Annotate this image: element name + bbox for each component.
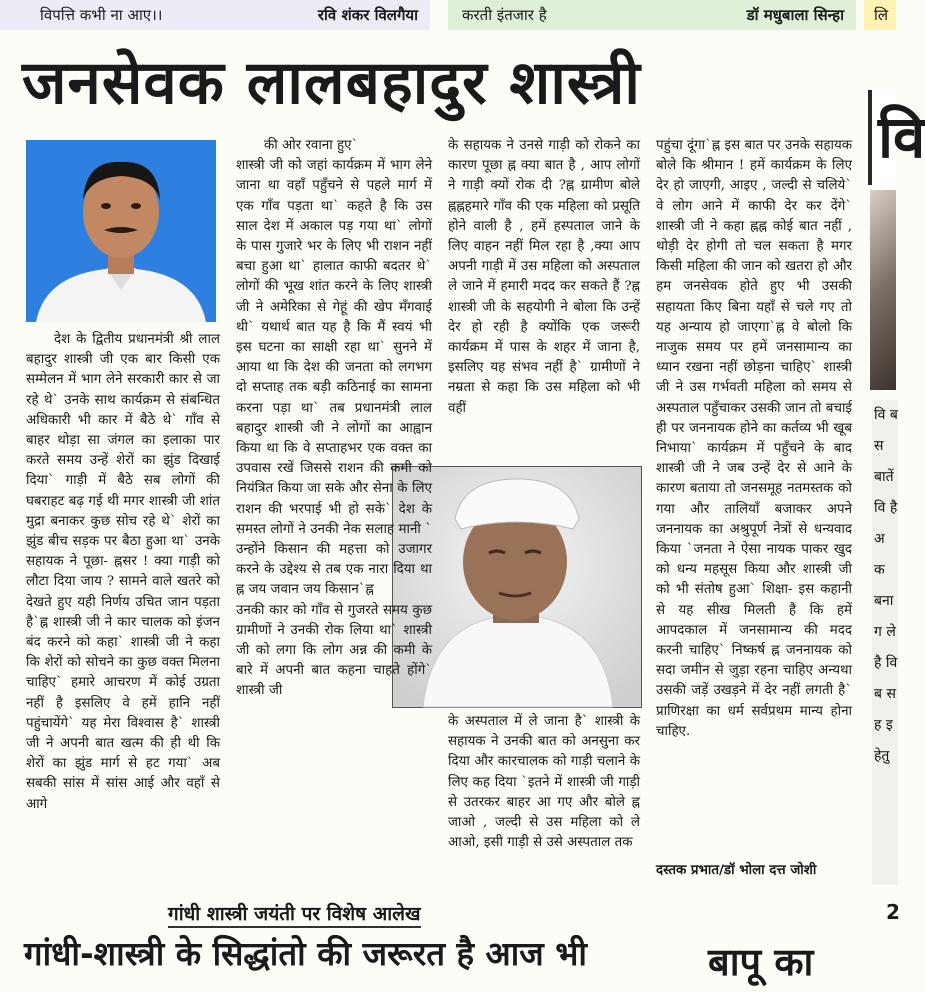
strip-author: रवि शंकर विलगैया xyxy=(317,6,418,24)
top-strip-poem-2 xyxy=(448,0,856,30)
sub-headline: गांधी शास्त्री जयंती पर विशेष आलेख xyxy=(168,900,421,928)
article-column-4 xyxy=(656,136,852,886)
article-headline: जनसेवक लालबहादुर शास्त्री xyxy=(22,48,641,118)
strip-text: करती इंतजार है xyxy=(462,6,547,24)
bottom-headline: गांधी-शास्त्री के सिद्धांतो की जरूरत है आज भी xyxy=(24,934,587,973)
top-strip-poem-3 xyxy=(864,0,896,30)
article-column-1 xyxy=(26,330,220,900)
article-byline: दस्तक प्रभात/डॉ भोला दत्त जोशी xyxy=(656,862,817,878)
strip-text: लि xyxy=(874,6,889,24)
article-column-3-top xyxy=(448,136,640,456)
paragraph: पहुंचा दूंगा`ह्न इस बात पर उनके सहायक बोले कि श्रीमान ! हमें कार्यक्रम के लिए देर हो जाएगी, आइए , जल्दी से चलिये` वे लोग आने में काफी देर कर देंगे` शास्त्री जी ने कहा ह्नह्न कोई बात नहीं , थोड़ी देर होगी तो चल सकता है मगर किसी महिला की जान को खतरा हो और हम जनसेवक होते हुए भी उसकी सहायता किए बिना यहाँ से चले गए तो यह अन्याय हो जाएगा`ह्न वे बोलो कि नाजुक समय पर हमें जनसामान्य का ध्यान रखना नहीं छोड़ना चाहिए` शास्त्री जी ने उस गर्भवती महिला को समय से अस्पताल पहुँचाकर उसकी जान तो बचाई ही पर जननायक होने का कर्तव्य भी खूब निभाया` कार्यक्रम में पहुँचने के बाद शास्त्री जी ने जब उन्हें देर से आने के कारण बताया तो जनसमूह नतमस्तक को गया और तालियाँ बजाकर अपने जननायक का अश्रुपूर्ण नेत्रों से धन्यवाद किया `जनता ने ऐसा नायक पाकर खुद को धन्य महसूस किया और शास्त्री जी को भी संतोष हुआ` शिक्षा- इस कहानी से यह सीख मिलती है कि हमें आपदकाल में जनसामान्य की मदद करनी चाहिए` निष्कर्ष ह्न जननायक को सदा जमीन से जुड़ा रहना चाहिए अन्यथा उसकी जड़ें उखड़ने में देर नहीं लगती है` प्राणिरक्षा का धर्म सर्वप्रथम मान्य होना चाहिए. xyxy=(656,138,852,739)
side-headline: वि xyxy=(868,90,896,185)
top-strip-poem-1 xyxy=(0,0,430,30)
paragraph: के सहायक ने उनसे गाड़ी को रोकने का कारण पूछा ह्न क्या बात है , आप लोगों ने गाड़ी क्यों रोक दी ?ह्न ग्रामीण बोले ह्नह्नहमारे गाँव की एक महिला को प्रसूति होने वाली है , हमें हस्पताल जाने के लिए वाहन नहीं मिल रहा है ,क्या आप अपनी गाड़ी में उस महिला को अस्पताल ले जाने में हमारी मदद कर सकते हैं ?ह्न शास्त्री जी के सहयोगी ने बोला कि उन्हें देर हो रही है क्योंकि एक जरूरी कार्यक्रम में पास के शहर में जाना है, इसलिए यह संभव नहीं है` ग्रामीणों ने नम्रता से कहा कि उस महिला को भी वहीं xyxy=(448,138,640,416)
paragraph: की ओर रवाना हुए` शास्त्री जी को जहां कार्यक्रम में भाग लेने जाना था वहाँ पहुँचने से पहले मार्ग में एक गाँव पड़ता था` कहते है कि उस साल देश में अकाल पड़ गया था` लोगों के पास गुजारे भर के लिए भी राशन नहीं बचा हुआ था` हालात काफी बदतर थे` लोगों की भूख शांत करने के लिए शास्त्री जी ने अमेरिका से गेहूं की खेप मँगवाई थी` यथार्थ बात यह है कि मैं स्वयं भी इस घटना का साक्षी रहा था` सुनने में आया था कि देश की जनता को लगभग दो सप्ताह तक बड़ी कठिनाई का सामना करना पड़ा था` तब प्रधानमंत्री लाल बहादुर शास्त्री जी ने लोगों का आह्वान किया था कि वे सप्ताहभर एक वक्त का उपवास रखें जिससे राशन की कमी को नियंत्रित किया जा सके और सेना के लिए राशन की भरपाई भी हो सके` देश के समस्त लोगों ने उनकी नेक सलाह मानी ` उन्होंने किसान की महत्ता को उजागर करने के उद्देश्य से तब एक नारा दिया था ह्न जय जवान जय किसान`ह्न उनकी कार को गाँव से गुजरते समय कुछ ग्रामीणों ने उनकी रोक लिया था` शास्त्री जी को लगा कि लोग अन्न की कमी के बारे में अपनी बात कहना चाहते होंगे` शास्त्री जी xyxy=(236,138,432,699)
side-photo xyxy=(870,190,896,390)
paragraph: देश के द्वितीय प्रधानमंत्री श्री लाल बहादुर शास्त्री जी एक बार किसी एक सम्मेलन में भाग लेने सरकारी कार से जा रहे थे` उनके साथ कार्यक्रम से संबन्धित अधिकारी भी कार में बैठे थे` गाँव से बाहर थोड़ा सा जंगल का इलाका पार करते समय उन्हें शेरों का झुंड दिखाई दिया` गाड़ी में बैठे सब लोगों की घबराहट बढ़ गई थी मगर शास्त्री जी शांत मुद्रा बनाकर कुछ सोच रहे थे` शेरों का झुंड बीच सड़क पर बैठा हुआ था` उनके सहायक ने पूछा- ह्नसर ! क्या गाड़ी को लौटा दिया जाय ? सामने वाले खतरे को देखते हुए यही निर्णय उचित जान पड़ता है`ह्न शास्त्री जी ने कार चालक को इंजन बंद करने को कहा` शास्त्री जी ने कहा कि शेरों को सोचने का कुछ वक्त मिलना चाहिए` हमारे आचरण में कोई उग्रता नहीं है इसलिए वे हमें हानि नहीं पहुंचायेंगे` यह मेरा विश्वास है` शास्त्री जी ने अपनी बात खत्म की ही थी कि शेरों का झुंड मार्ग से हट गया` अब सबकी सांस में सांस आई और वहाँ से आगे xyxy=(26,332,220,812)
strip-author: डॉ मधुबाला सिन्हा xyxy=(746,6,844,24)
side-article-fragment: वि ब स बातें वि है अ क बना ग ले है वि ब स ह इ हेतु xyxy=(872,400,898,885)
author-photo xyxy=(26,140,216,322)
strip-text: विपत्ति कभी ना आए।। xyxy=(40,6,163,24)
bottom-right-headline: बापू का xyxy=(708,940,814,984)
article-column-2 xyxy=(236,136,432,908)
article-column-3-bottom xyxy=(448,712,640,908)
side-number: 2 xyxy=(886,900,900,924)
paragraph: के अस्पताल में ले जाना है` शास्त्री के सहायक ने उनकी बात को अनसुना कर दिया और कारचालक को गाड़ी चलाने के लिए कह दिया `इतने में शास्त्री जी गाड़ी से उतरकर बाहर आ गए और बोले ह्न जाओ , जल्दी से उस महिला को ले आओ, इसी गाड़ी से उसे अस्पताल तक xyxy=(448,714,640,851)
